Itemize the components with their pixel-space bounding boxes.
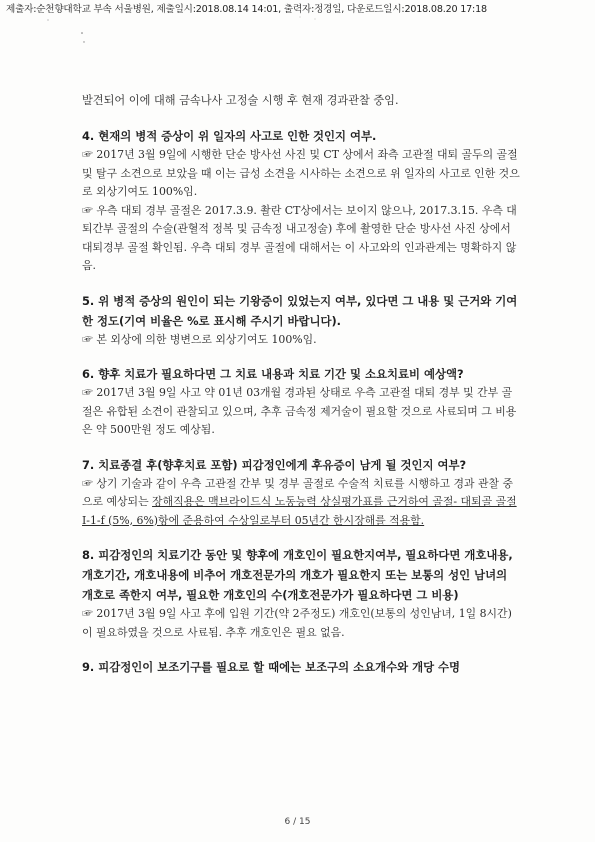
section-answer: ☞ 본 외상에 의한 병변으로 외상기여도 100%임. <box>82 332 317 346</box>
section-answer: ☞ 우측 대퇴 경부 골절은 2017.3.9. 촬란 CT상에서는 보이지 않으나, 2017.3.15. 우측 대퇴간부 골절의 수술(관혈적 정복 및 금속정 내고정술) 후에 촬영한 단순 방사선 사진 상에서 대퇴경부 골절 확인됨. 우측 대퇴 경부 골절에 대해서는 이 사고와의 인과관계는 명확하지 않음. <box>82 203 517 272</box>
continued-text: 발견되어 이에 대해 금속나사 고정술 시행 후 현재 경과관찰 중임. <box>82 94 399 107</box>
section-question: 5. 위 병적 증상의 원인이 되는 기왕증이 있었는지 여부, 있다면 그 내용 및 근거와 기여한 정도(기여 비율은 %로 표시해 주시기 바랍니다). <box>82 293 518 328</box>
submission-header: 제출자:순천향대학교 부속 서울병원, 제출일시:2018.08.14 14:01, 출력자:정경일, 다운로드일시:2018.08.20 17:18 <box>6 4 487 15</box>
section-4 <box>82 126 522 276</box>
answer-text: ☞ 상기 기술과 같이 우측 고관절 간부 및 경부 골절로 수술적 치료를 시행하고 경과 관찰 중으로 예상되는 <box>82 476 514 508</box>
section-9 <box>82 657 522 677</box>
section-6 <box>82 364 522 440</box>
section-8 <box>82 545 522 642</box>
section-answer: ☞ 2017년 3월 9일에 시행한 단순 방사선 사진 및 CT 상에서 좌측 고관절 대퇴 골두의 골절 및 탈구 소견으로 보았을 때 이는 급성 소견을 시사하는 소견으로 위 일자의 사고로 인한 것으로 외상기여도 100%임. <box>82 148 520 198</box>
section-7 <box>82 455 522 531</box>
section-5 <box>82 291 522 350</box>
underlined-answer-text: 장해직용은 맥브라이드식 노동능력 상실평가표를 근거하여 골절- 대퇴골 골절 I-1-f (5%, 6%)항에 준용하여 수상일로부터 05년간 한시장해를 적용함. <box>82 495 517 527</box>
document-body <box>82 91 522 692</box>
section-question: 4. 현재의 병적 증상이 위 일자의 사고로 인한 것인지 여부. <box>82 129 377 143</box>
section-question: 9. 피감정인이 보조기구를 필요로 할 때에는 보조구의 소요개수와 개당 수명 <box>82 660 461 674</box>
section-answer: ☞ 2017년 3월 9일 사고 약 01년 03개월 경과된 상태로 우측 고관절 대퇴 경부 및 간부 골절은 유합된 소견이 관찰되고 있으며, 추후 금속정 제거술이 필요할 것으로 사료되며 그 비용은 약 500만원 정도 예상됨. <box>82 386 517 436</box>
page-number: 6 / 15 <box>284 817 311 827</box>
section-question: 7. 치료종결 후(향후치료 포함) 피감정인에게 후유증이 남게 될 것인지 여부? <box>82 457 467 472</box>
section-answer: ☞ 2017년 3월 9일 사고 후에 입원 기간(약 2주정도) 개호인(보통의 성인남녀, 1일 8시간)이 필요하였을 것으로 사료됨. 추후 개호인은 필요 없음. <box>82 607 512 639</box>
section-answer <box>82 475 522 531</box>
section-question: 6. 향후 치료가 필요하다면 그 치료 내용과 치료 기간 및 소요치료비 예상액? <box>82 367 464 381</box>
section-question: 8. 피감정인의 치료기간 동안 및 향후에 개호인이 필요한지여부, 필요하다면 개호내용, 개호기간, 개호내용에 비추어 개호전문가의 개호가 필요한지 또는 보통의 성인 남녀의 개호로 족한지 여부, 필요한 개호인의 수(개호전문가가 필요하다면 그 비용) <box>82 548 513 602</box>
